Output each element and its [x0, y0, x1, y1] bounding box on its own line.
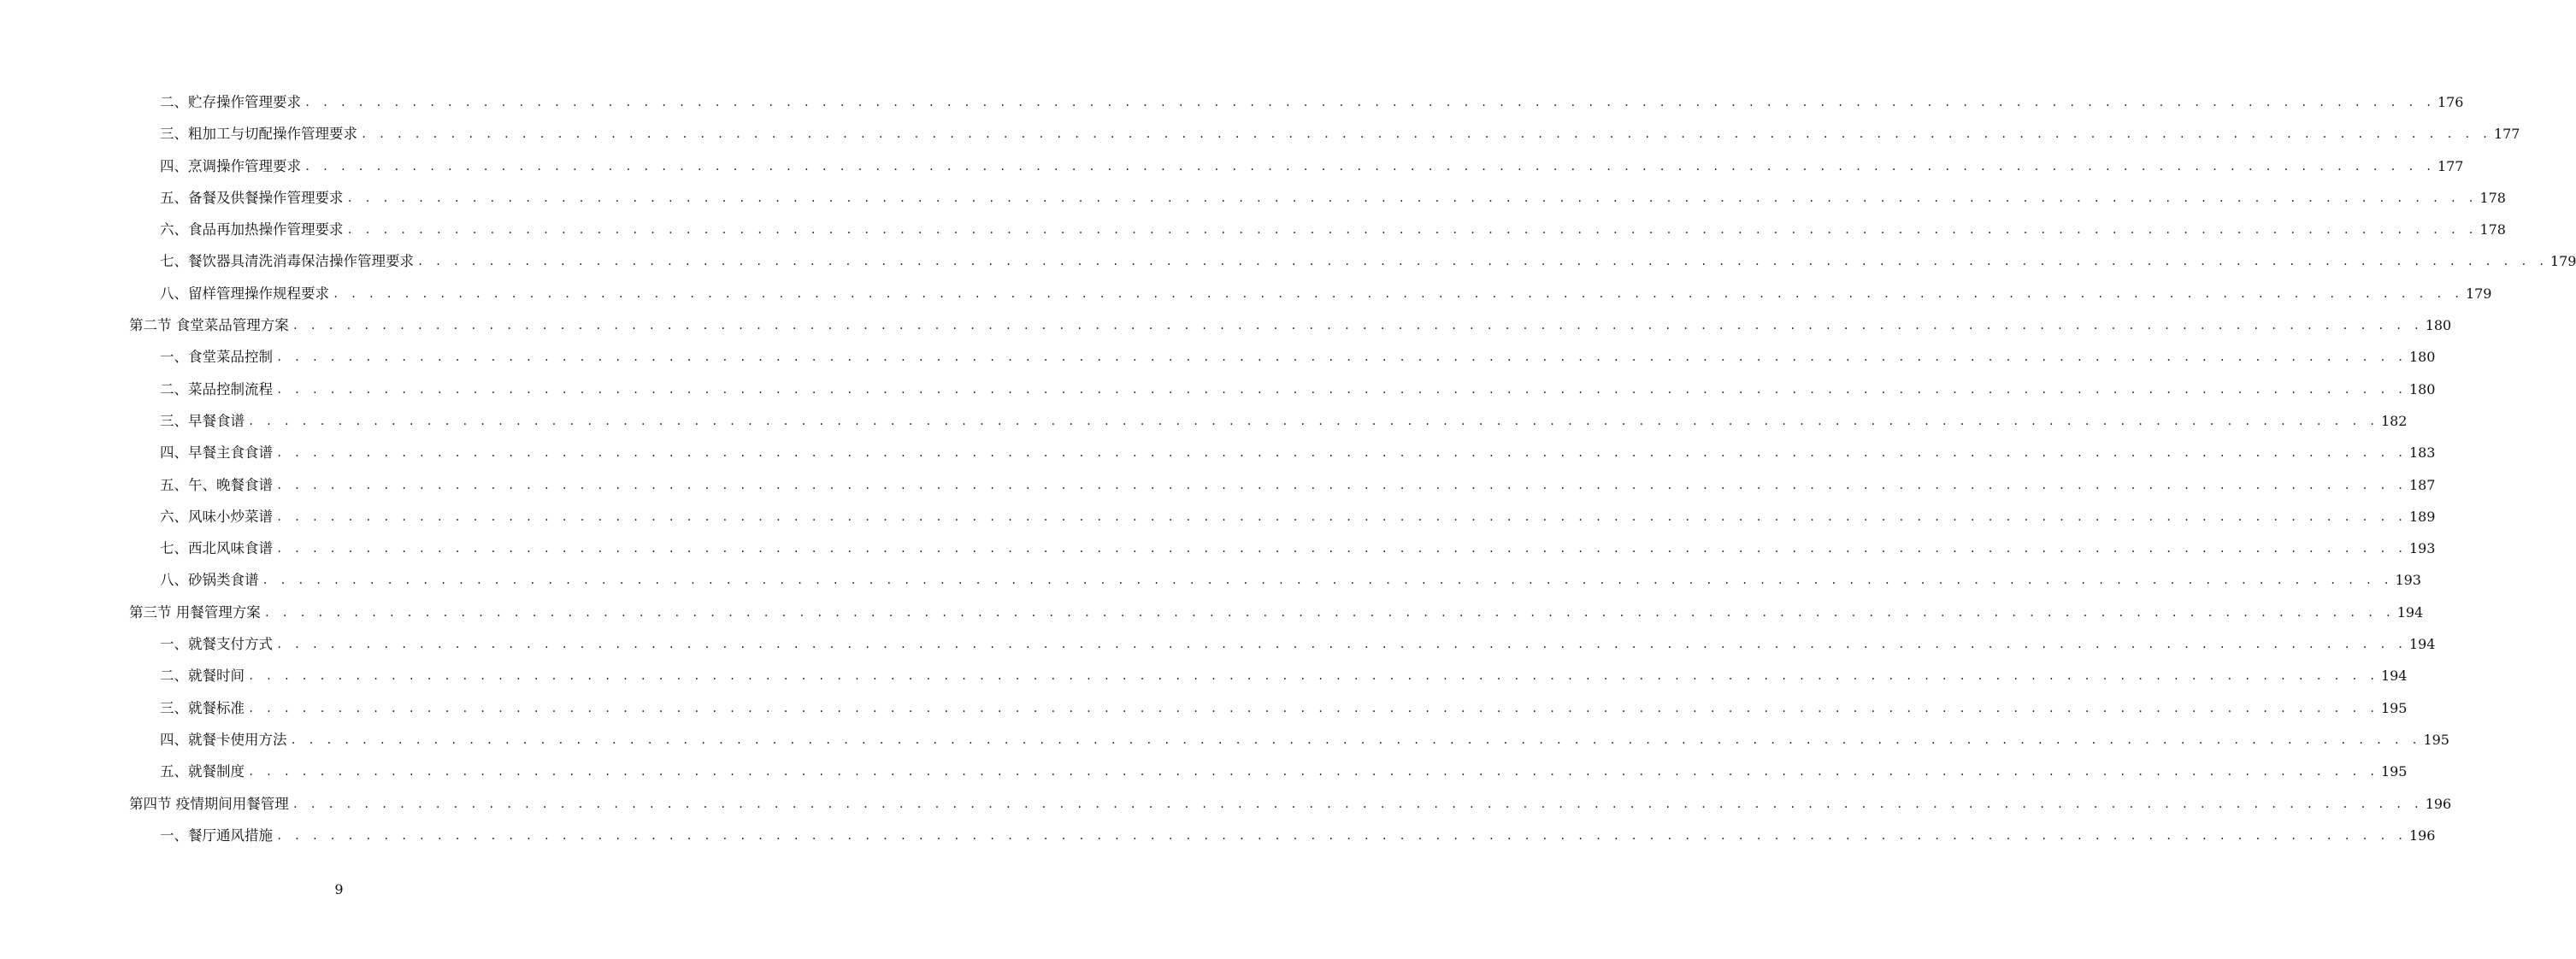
toc-subsection-entry[interactable]	[0, 437, 2436, 468]
toc-subsection-entry[interactable]	[0, 501, 2436, 532]
toc-subsection-entry[interactable]	[0, 278, 2492, 309]
toc-subsection-entry[interactable]	[0, 564, 2421, 596]
toc-entry-label: 八、留样管理操作规程要求	[160, 285, 329, 302]
toc-page-number: 196	[2425, 795, 2452, 812]
toc-page-number: 179	[2465, 285, 2492, 302]
toc-subsection-entry[interactable]	[0, 118, 2520, 150]
toc-subsection-entry[interactable]	[0, 469, 2436, 501]
toc-entry-label: 一、就餐支付方式	[160, 636, 273, 653]
toc-page-number: 183	[2408, 444, 2436, 462]
toc-entry-label: 第四节 疫情期间用餐管理	[129, 795, 289, 812]
toc-dot-leader: . . . . . . . . . . . . . . . . . . . . . . . . . . . . . . . . . . . . . . . . . . . . . . . . . . . . . . . . . . . . . . . . . . . . . . . . . . . . . . . . . . . . . . . . . . . . . . . . . . . . . . . . . . . . . . . . . . . . . . . .	[276, 543, 2407, 556]
toc-subsection-entry[interactable]	[0, 86, 2464, 118]
toc-subsection-entry[interactable]	[0, 660, 2408, 691]
toc-entry-label: 二、贮存操作管理要求	[160, 94, 301, 110]
toc-entry-label: 三、粗加工与切配操作管理要求	[160, 126, 357, 143]
toc-page-number: 193	[2408, 540, 2436, 557]
toc-entry-label: 四、烹调操作管理要求	[160, 157, 301, 174]
table-of-contents	[0, 86, 2576, 851]
toc-entry-label: 一、食堂菜品控制	[160, 349, 273, 366]
toc-entry-label: 第三节 用餐管理方案	[129, 603, 261, 621]
toc-entry-label: 五、备餐及供餐操作管理要求	[160, 189, 344, 206]
toc-page-number: 196	[2408, 827, 2436, 844]
toc-dot-leader: . . . . . . . . . . . . . . . . . . . . . . . . . . . . . . . . . . . . . . . . . . . . . . . . . . . . . . . . . . . . . . . . . . . . . . . . . . . . . . . . . . . . . . . . . . . . . . . . . . . . . . . . . . . . . . . . . . . . . . . .	[276, 447, 2407, 460]
toc-page-number: 180	[2408, 349, 2436, 366]
toc-subsection-entry[interactable]	[0, 341, 2436, 373]
toc-page-number: 179	[2549, 253, 2576, 270]
toc-dot-leader: . . . . . . . . . . . . . . . . . . . . . . . . . . . . . . . . . . . . . . . . . . . . . . . . . . . . . . . . . . . . . . . . . . . . . . . . . . . . . . . . . . . . . . . . . . . . . . . . . . . . . . . . . . . . . . . . . . . . . . . .	[346, 224, 2477, 237]
toc-dot-leader: . . . . . . . . . . . . . . . . . . . . . . . . . . . . . . . . . . . . . . . . . . . . . . . . . . . . . . . . . . . . . . . . . . . . . . . . . . . . . . . . . . . . . . . . . . . . . . . . . . . . . . . . . . . . . . . . . . . . . . . .	[292, 797, 2423, 810]
toc-page-number: 177	[2493, 126, 2520, 143]
toc-dot-leader: . . . . . . . . . . . . . . . . . . . . . . . . . . . . . . . . . . . . . . . . . . . . . . . . . . . . . . . . . . . . . . . . . . . . . . . . . . . . . . . . . . . . . . . . . . . . . . . . . . . . . . . . . . . . . . . . . . . . . . . .	[304, 97, 2435, 109]
toc-dot-leader: . . . . . . . . . . . . . . . . . . . . . . . . . . . . . . . . . . . . . . . . . . . . . . . . . . . . . . . . . . . . . . . . . . . . . . . . . . . . . . . . . . . . . . . . . . . . . . . . . . . . . . . . . . . . . . . . . . . . . . . .	[290, 733, 2420, 746]
toc-subsection-entry[interactable]	[0, 405, 2408, 437]
toc-dot-leader: . . . . . . . . . . . . . . . . . . . . . . . . . . . . . . . . . . . . . . . . . . . . . . . . . . . . . . . . . . . . . . . . . . . . . . . . . . . . . . . . . . . . . . . . . . . . . . . . . . . . . . . . . . . . . . . . . . . . . . . .	[248, 415, 2379, 427]
toc-page-number: 195	[2423, 731, 2449, 748]
toc-dot-leader: . . . . . . . . . . . . . . . . . . . . . . . . . . . . . . . . . . . . . . . . . . . . . . . . . . . . . . . . . . . . . . . . . . . . . . . . . . . . . . . . . . . . . . . . . . . . . . . . . . . . . . . . . . . . . . . . . . . . . . . .	[263, 606, 2395, 619]
toc-dot-leader: . . . . . . . . . . . . . . . . . . . . . . . . . . . . . . . . . . . . . . . . . . . . . . . . . . . . . . . . . . . . . . . . . . . . . . . . . . . . . . . . . . . . . . . . . . . . . . . . . . . . . . . . . . . . . . . . . . . . . . . .	[262, 574, 2392, 587]
toc-entry-label: 六、风味小炒菜谱	[160, 508, 273, 525]
toc-dot-leader: . . . . . . . . . . . . . . . . . . . . . . . . . . . . . . . . . . . . . . . . . . . . . . . . . . . . . . . . . . . . . . . . . . . . . . . . . . . . . . . . . . . . . . . . . . . . . . . . . . . . . . . . . . . . . . . . . . . . . . . .	[361, 128, 2491, 141]
toc-entry-label: 三、就餐标准	[160, 699, 245, 716]
toc-subsection-entry[interactable]	[0, 628, 2436, 660]
toc-entry-label: 四、就餐卡使用方法	[160, 731, 287, 748]
toc-page-number: 182	[2380, 412, 2408, 429]
toc-page-number: 180	[2408, 380, 2436, 397]
toc-dot-leader: . . . . . . . . . . . . . . . . . . . . . . . . . . . . . . . . . . . . . . . . . . . . . . . . . . . . . . . . . . . . . . . . . . . . . . . . . . . . . . . . . . . . . . . . . . . . . . . . . . . . . . . . . . . . . . . . . . . . . . . .	[248, 702, 2379, 715]
toc-subsection-entry[interactable]	[0, 756, 2408, 787]
toc-subsection-entry[interactable]	[0, 245, 2576, 277]
toc-dot-leader: . . . . . . . . . . . . . . . . . . . . . . . . . . . . . . . . . . . . . . . . . . . . . . . . . . . . . . . . . . . . . . . . . . . . . . . . . . . . . . . . . . . . . . . . . . . . . . . . . . . . . . . . . . . . . . . . . . . . . . . .	[276, 383, 2407, 396]
toc-section-entry[interactable]	[0, 309, 2452, 341]
toc-dot-leader: . . . . . . . . . . . . . . . . . . . . . . . . . . . . . . . . . . . . . . . . . . . . . . . . . . . . . . . . . . . . . . . . . . . . . . . . . . . . . . . . . . . . . . . . . . . . . . . . . . . . . . . . . . . . . . . . . . . . . . . .	[276, 351, 2407, 364]
toc-entry-label: 二、就餐时间	[160, 668, 245, 685]
toc-entry-label: 五、就餐制度	[160, 763, 245, 780]
toc-dot-leader: . . . . . . . . . . . . . . . . . . . . . . . . . . . . . . . . . . . . . . . . . . . . . . . . . . . . . . . . . . . . . . . . . . . . . . . . . . . . . . . . . . . . . . . . . . . . . . . . . . . . . . . . . . . . . . . . . . . . . . . .	[292, 320, 2423, 332]
toc-section-entry[interactable]	[0, 597, 2424, 628]
toc-page-number: 178	[2479, 189, 2506, 206]
toc-subsection-entry[interactable]	[0, 374, 2436, 405]
toc-subsection-entry[interactable]	[0, 150, 2464, 182]
toc-entry-label: 三、早餐食谱	[160, 412, 245, 429]
toc-entry-label: 七、餐饮器具清洗消毒保洁操作管理要求	[160, 253, 414, 270]
toc-dot-leader: . . . . . . . . . . . . . . . . . . . . . . . . . . . . . . . . . . . . . . . . . . . . . . . . . . . . . . . . . . . . . . . . . . . . . . . . . . . . . . . . . . . . . . . . . . . . . . . . . . . . . . . . . . . . . . . . . . . . . . . .	[304, 160, 2435, 173]
toc-page-number: 194	[2408, 636, 2436, 653]
toc-subsection-entry[interactable]	[0, 692, 2408, 724]
toc-dot-leader: . . . . . . . . . . . . . . . . . . . . . . . . . . . . . . . . . . . . . . . . . . . . . . . . . . . . . . . . . . . . . . . . . . . . . . . . . . . . . . . . . . . . . . . . . . . . . . . . . . . . . . . . . . . . . . . . . . . . . . . .	[333, 287, 2463, 300]
toc-dot-leader: . . . . . . . . . . . . . . . . . . . . . . . . . . . . . . . . . . . . . . . . . . . . . . . . . . . . . . . . . . . . . . . . . . . . . . . . . . . . . . . . . . . . . . . . . . . . . . . . . . . . . . . . . . . . . . . . . . . . . . . .	[248, 766, 2379, 779]
toc-dot-leader: . . . . . . . . . . . . . . . . . . . . . . . . . . . . . . . . . . . . . . . . . . . . . . . . . . . . . . . . . . . . . . . . . . . . . . . . . . . . . . . . . . . . . . . . . . . . . . . . . . . . . . . . . . . . . . . . . . . . . . . .	[248, 670, 2379, 683]
toc-entry-label: 四、早餐主食食谱	[160, 444, 273, 462]
toc-page-number: 176	[2437, 94, 2464, 110]
toc-page-number: 187	[2408, 476, 2436, 493]
toc-page-number: 193	[2395, 572, 2421, 589]
toc-subsection-entry[interactable]	[0, 724, 2449, 756]
toc-entry-label: 五、午、晚餐食谱	[160, 476, 273, 493]
toc-dot-leader: . . . . . . . . . . . . . . . . . . . . . . . . . . . . . . . . . . . . . . . . . . . . . . . . . . . . . . . . . . . . . . . . . . . . . . . . . . . . . . . . . . . . . . . . . . . . . . . . . . . . . . . . . . . . . . . . . . . . . . . .	[346, 191, 2477, 204]
toc-entry-label: 第二节 食堂菜品管理方案	[129, 317, 289, 334]
toc-page-number: 178	[2479, 221, 2506, 238]
toc-subsection-entry[interactable]	[0, 532, 2436, 564]
toc-entry-label: 六、食品再加热操作管理要求	[160, 221, 344, 238]
toc-page-number: 195	[2380, 699, 2408, 716]
page-number: 9	[334, 881, 344, 897]
toc-subsection-entry[interactable]	[0, 214, 2506, 245]
toc-entry-label: 七、西北风味食谱	[160, 540, 273, 557]
toc-dot-leader: . . . . . . . . . . . . . . . . . . . . . . . . . . . . . . . . . . . . . . . . . . . . . . . . . . . . . . . . . . . . . . . . . . . . . . . . . . . . . . . . . . . . . . . . . . . . . . . . . . . . . . . . . . . . . . . . . . . . . . . .	[276, 638, 2407, 651]
toc-page-number: 195	[2380, 763, 2408, 780]
toc-page-number: 194	[2396, 603, 2424, 621]
toc-page-number: 177	[2437, 157, 2464, 174]
toc-entry-label: 二、菜品控制流程	[160, 380, 273, 397]
toc-page-number: 189	[2408, 508, 2436, 525]
toc-page-number: 180	[2425, 317, 2452, 334]
toc-entry-label: 一、餐厅通风措施	[160, 827, 273, 844]
toc-section-entry[interactable]	[0, 788, 2452, 820]
toc-subsection-entry[interactable]	[0, 820, 2436, 851]
toc-dot-leader: . . . . . . . . . . . . . . . . . . . . . . . . . . . . . . . . . . . . . . . . . . . . . . . . . . . . . . . . . . . . . . . . . . . . . . . . . . . . . . . . . . . . . . . . . . . . . . . . . . . . . . . . . . . . . . . . . . . . . . . .	[276, 829, 2407, 842]
toc-dot-leader: . . . . . . . . . . . . . . . . . . . . . . . . . . . . . . . . . . . . . . . . . . . . . . . . . . . . . . . . . . . . . . . . . . . . . . . . . . . . . . . . . . . . . . . . . . . . . . . . . . . . . . . . . . . . . . . . . . . . . . . .	[276, 510, 2407, 523]
toc-entry-label: 八、砂锅类食谱	[160, 572, 259, 589]
toc-page-number: 194	[2380, 668, 2408, 685]
toc-dot-leader: . . . . . . . . . . . . . . . . . . . . . . . . . . . . . . . . . . . . . . . . . . . . . . . . . . . . . . . . . . . . . . . . . . . . . . . . . . . . . . . . . . . . . . . . . . . . . . . . . . . . . . . . . . . . . . . . . . . . . . . .	[417, 256, 2548, 268]
toc-subsection-entry[interactable]	[0, 182, 2506, 214]
toc-dot-leader: . . . . . . . . . . . . . . . . . . . . . . . . . . . . . . . . . . . . . . . . . . . . . . . . . . . . . . . . . . . . . . . . . . . . . . . . . . . . . . . . . . . . . . . . . . . . . . . . . . . . . . . . . . . . . . . . . . . . . . . .	[276, 479, 2407, 491]
